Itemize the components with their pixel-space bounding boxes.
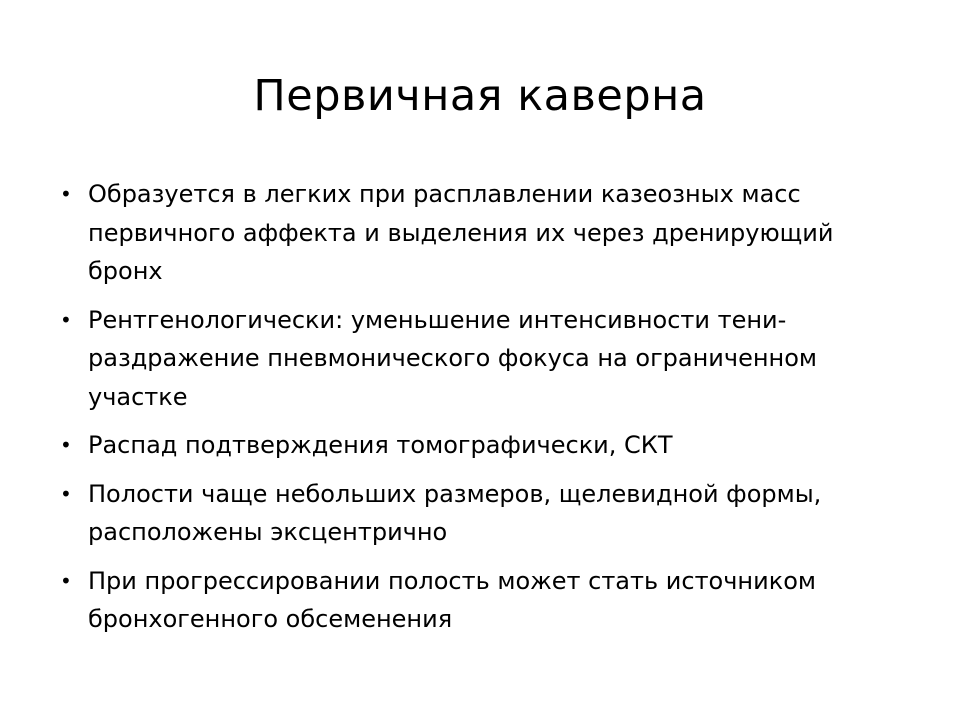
- bullet-item: [60, 426, 910, 465]
- bullet-list: [60, 175, 910, 649]
- bullet-text: При прогрессировании полость может стать источником бронхогенного обсеменения: [88, 566, 816, 633]
- bullet-icon: •: [60, 433, 72, 457]
- bullet-icon: •: [60, 307, 72, 332]
- bullet-text: Рентгенологически: уменьшение интенсивности тени-раздражение пневмонического фокуса на ограниченном участке: [88, 305, 818, 411]
- bullet-item: [60, 175, 910, 291]
- bullet-text: Полости чаще небольших размеров, щелевидной формы, расположены эксцентрично: [88, 479, 822, 546]
- bullet-icon: •: [60, 568, 72, 593]
- bullet-item: [60, 301, 910, 417]
- bullet-icon: •: [60, 182, 72, 206]
- bullet-icon: •: [60, 481, 72, 506]
- bullet-text: Распад подтверждения томографически, СКТ: [88, 431, 673, 459]
- bullet-item: [60, 475, 910, 552]
- bullet-item: [60, 562, 910, 639]
- slide-title: Первичная каверна: [253, 71, 707, 121]
- bullet-text: Образуется в легких при расплавлении казеозных масс первичного аффекта и выделения их через дренирующий бронх: [88, 180, 834, 285]
